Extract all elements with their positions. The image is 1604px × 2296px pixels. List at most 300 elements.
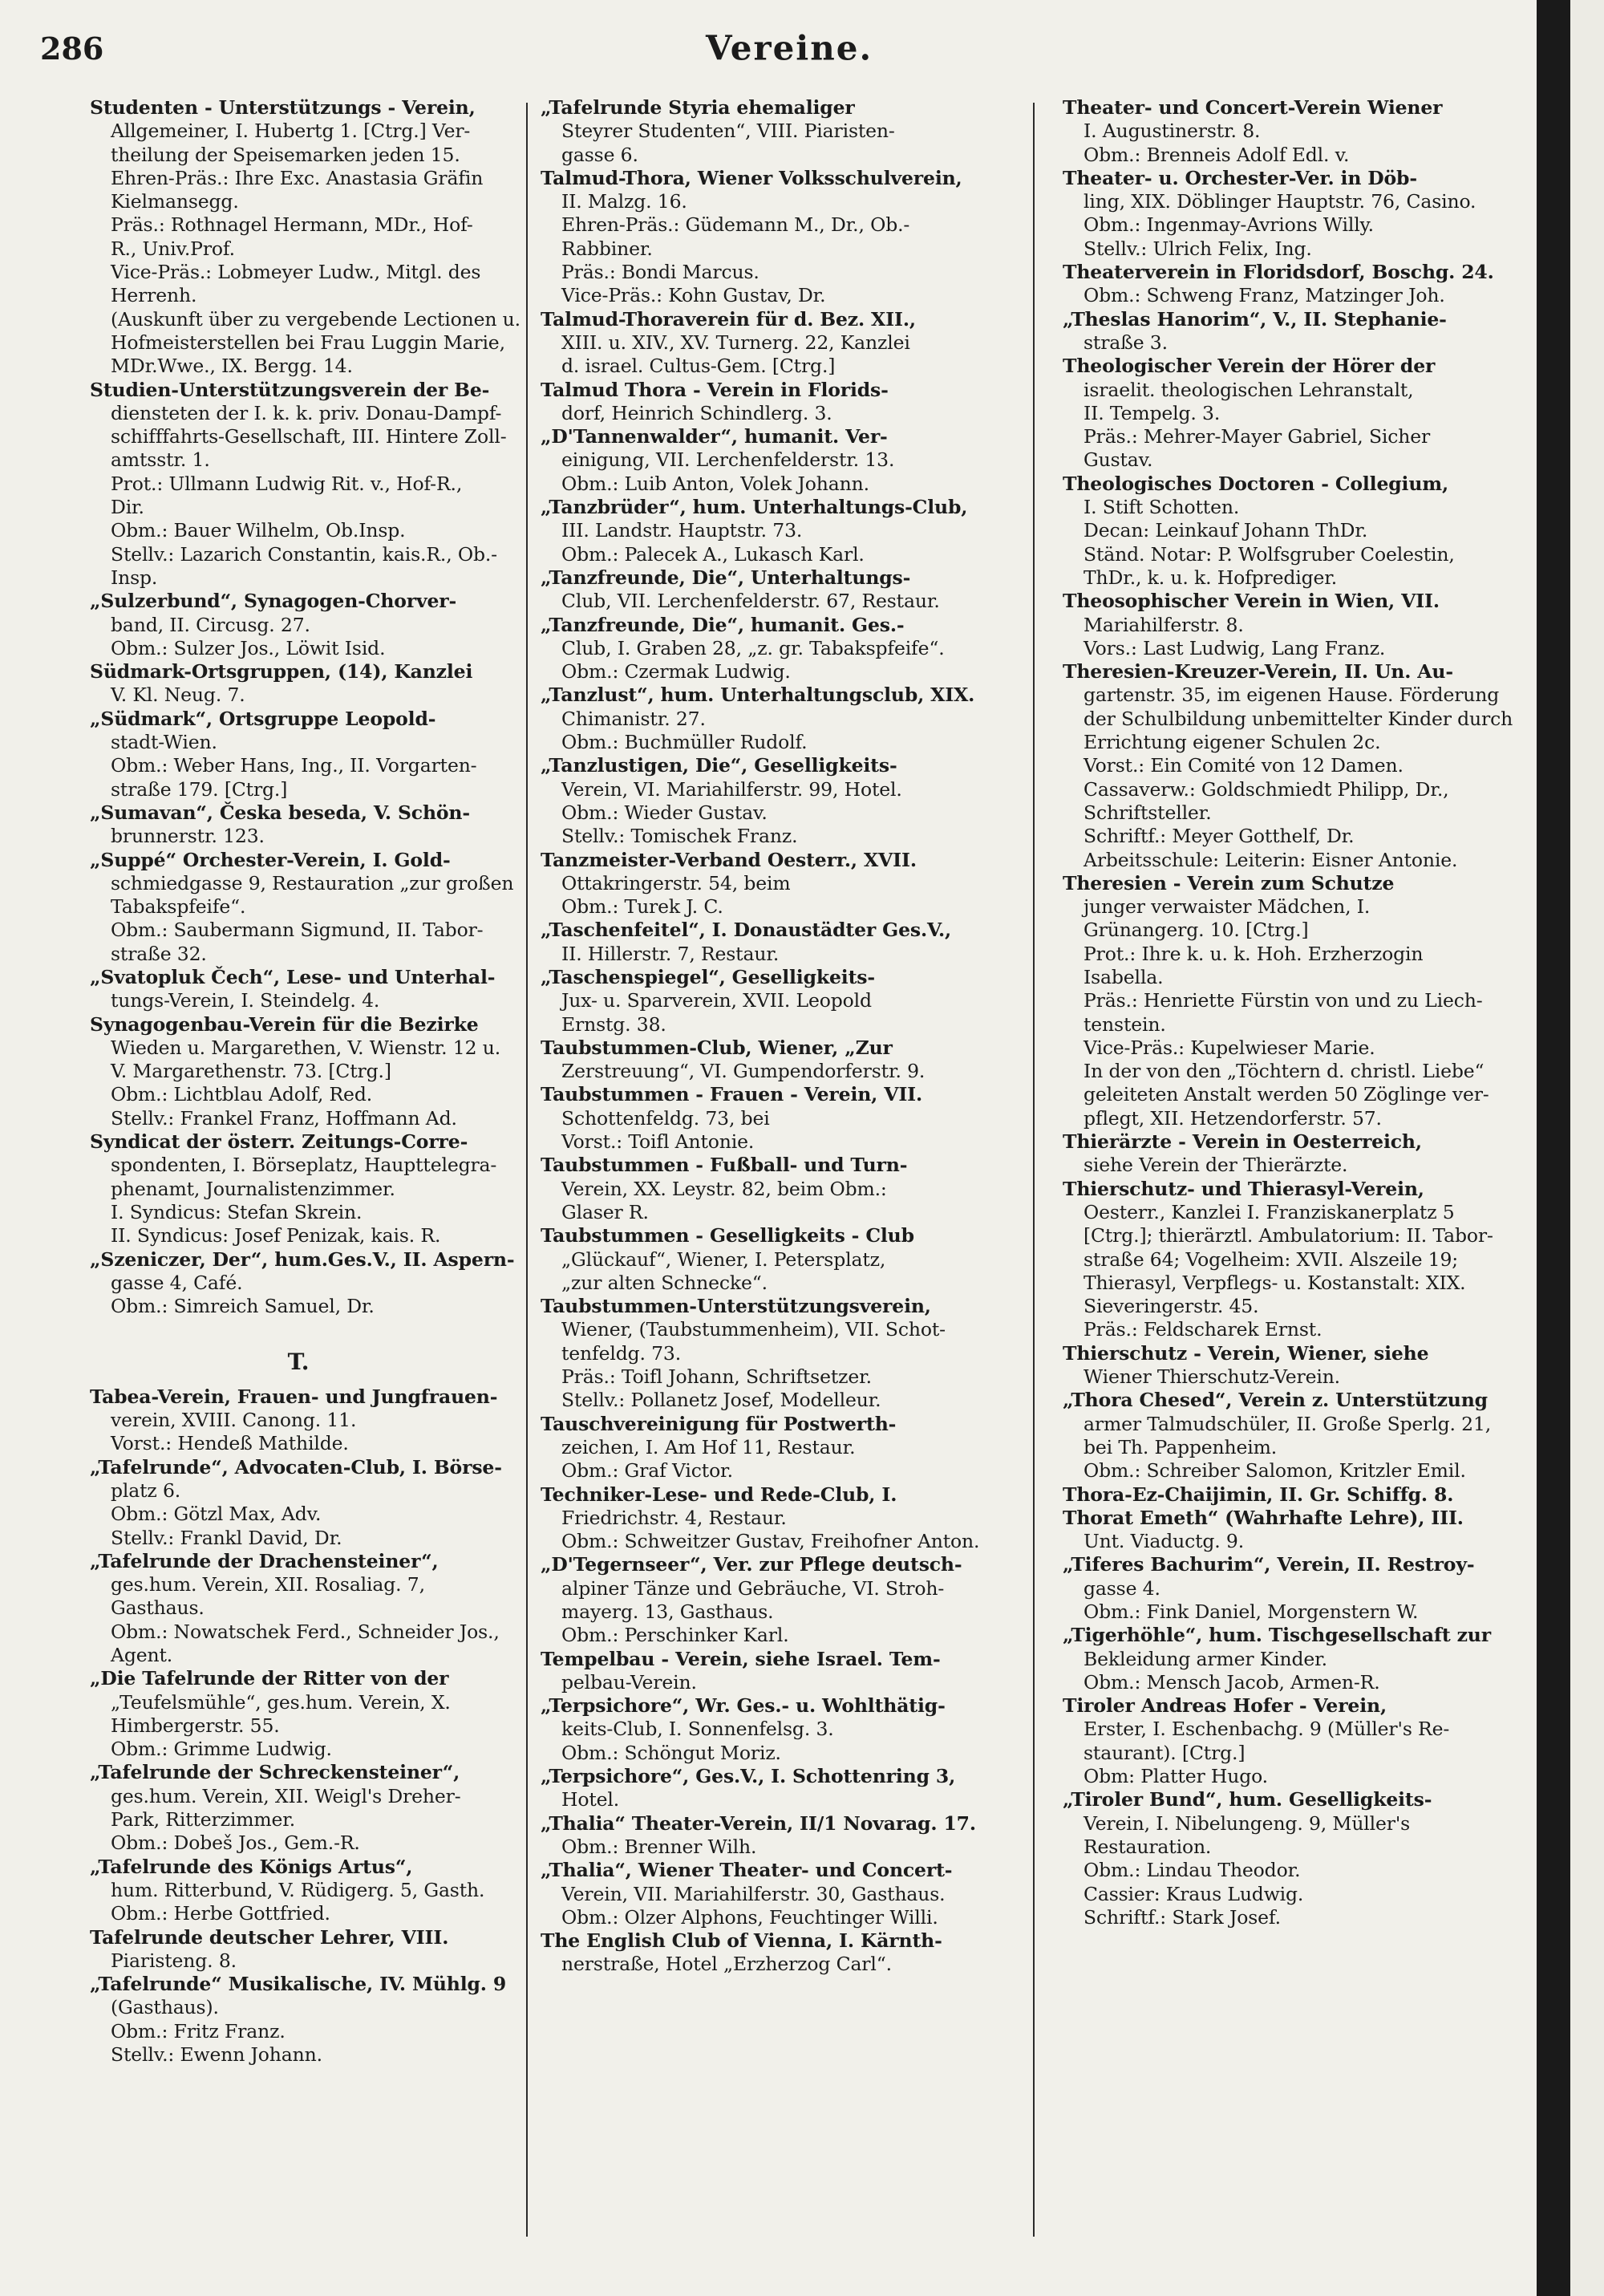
entry-line: Ehren-Präs.: Ihre Exc. Anastasia Gräfin [111,166,484,189]
column-right [1063,96,1544,1929]
entry-line: Friedrichstr. 4, Restaur. [561,1506,787,1529]
entry-heading-line: Südmark-Ortsgruppen, (14), Kanzlei [90,660,473,684]
entry-line: II. Malzg. 16. [561,190,687,213]
entry-line: Obm.: Fink Daniel, Morgenstern W. [1084,1600,1419,1623]
entry-line: Jux- u. Sparverein, XVII. Leopold [561,989,872,1012]
entry-line: Prot.: Ihre k. u. k. Hoh. Erzherzogin [1084,942,1424,965]
directory-entry [1063,1694,1544,1788]
entry-heading-line: Studenten - Unterstützungs - Verein, [90,96,476,119]
entry-line: Obm.: Nowatschek Ferd., Schneider Jos., [111,1620,500,1643]
entry-line: Obm.: Sulzer Jos., Löwit Isid. [111,636,386,659]
entry-line: gartenstr. 35, im eigenen Hause. Förderung [1084,684,1500,707]
directory-entry [541,1295,1019,1412]
entry-heading-line: „Thalia“ Theater-Verein, II/1 Novarag. 17. [541,1811,976,1835]
entry-line: ThDr., k. u. k. Hofprediger. [1084,566,1338,589]
directory-entry [90,1013,523,1130]
entry-line: Obm.: Ingenmay-Avrions Willy. [1084,213,1374,237]
directory-entry [541,1224,1019,1295]
entry-heading-line: Thorat Emeth“ (Wahrhafte Lehre), III. [1063,1506,1464,1529]
entry-line: nerstraße, Hotel „Erzherzog Carl“. [561,1953,892,1976]
column-divider [1033,103,1035,2237]
directory-entry [541,1083,1019,1154]
entry-heading-line: „Die Tafelrunde der Ritter von der [90,1667,449,1690]
directory-entry [90,966,523,1013]
directory-entry [1063,355,1544,472]
entry-line: Stellv.: Frankel Franz, Hoffmann Ad. [111,1106,457,1130]
entry-line: Vice-Präs.: Kupelwieser Marie. [1084,1036,1375,1059]
entry-heading-line: Taubstummen - Fußball- und Turn- [541,1154,908,1177]
entry-heading-line: Techniker-Lese- und Rede-Club, I. [541,1483,897,1506]
entry-heading-line: „Sumavan“, Česka beseda, V. Schön- [90,801,470,824]
entry-heading-line: „Tafelrunde“ Musikalische, IV. Mühlg. 9 [90,1973,507,1996]
directory-entry [541,849,1019,919]
entry-heading-line: „Tanzfreunde, Die“, Unterhaltungs- [541,566,911,589]
entry-line: Park, Ritterzimmer. [111,1808,296,1832]
entry-line: stadt-Wien. [111,731,217,754]
directory-entry [541,1553,1019,1647]
entry-heading-line: Thierschutz- und Thierasyl-Verein, [1063,1177,1424,1200]
entry-line: junger verwaister Mädchen, I. [1084,895,1371,919]
entry-line: Himbergerstr. 55. [111,1714,280,1737]
entry-line: I. Augustinerstr. 8. [1084,120,1261,143]
entry-line: Präs.: Feldscharek Ernst. [1084,1318,1322,1341]
entry-line: Sieveringerstr. 45. [1084,1295,1259,1318]
entry-heading-line: „Tanzfreunde, Die“, humanit. Ges.- [541,613,905,636]
entry-heading-line: Taubstummen - Geselligkeits - Club [541,1224,914,1247]
entry-line: R., Univ.Prof. [111,237,235,260]
entry-heading-line: Synagogenbau-Verein für die Bezirke [90,1012,479,1036]
entry-line: Oesterr., Kanzlei I. Franziskanerplatz 5 [1084,1200,1455,1223]
entry-line: Ehren-Präs.: Güdemann M., Dr., Ob.- [561,213,910,237]
entry-heading-line: Theater- und Concert-Verein Wiener [1063,96,1443,119]
entry-line: Agent. [111,1644,173,1666]
directory-entry [541,1694,1019,1765]
entry-line: Obm.: Grimme Ludwig. [111,1738,332,1761]
entry-line: Tabakspfeife“. [111,895,246,919]
entry-line: Obm.: Buchmüller Rudolf. [561,731,808,754]
directory-entry [90,379,523,590]
entry-line: Obm.: Simreich Samuel, Dr. [111,1295,375,1318]
directory-entry [541,496,1019,566]
entry-line: tenstein. [1084,1012,1166,1036]
entry-line: II. Hillerstr. 7, Restaur. [561,942,780,965]
entry-line: „zur alten Schnecke“. [561,1271,768,1294]
entry-heading-line: „Taschenspiegel“, Geselligkeits- [541,965,875,988]
directory-entry [541,684,1019,754]
entry-line: Glaser R. [561,1200,649,1223]
entry-heading-line: „Terpsichore“, Ges.V., I. Schottenring 3, [541,1765,956,1788]
entry-line: II. Tempelg. 3. [1084,401,1221,424]
directory-entry [541,754,1019,848]
entry-line: brunnerstr. 123. [111,825,265,848]
entry-line: (Auskunft über zu vergebende Lectionen u. [111,307,520,331]
entry-line: Wiener, (Taubstummenheim), VII. Schot- [561,1318,946,1341]
entry-heading-line: „Tigerhöhle“, hum. Tischgesellschaft zur [1063,1624,1491,1647]
entry-heading-line: Tauschvereinigung für Postwerth- [541,1412,897,1435]
directory-entry [1063,1178,1544,1342]
directory-entry [1063,872,1544,1130]
entry-line: Ottakringerstr. 54, beim [561,871,791,894]
entry-line: Wieden u. Margarethen, V. Wienstr. 12 u. [111,1036,501,1059]
entry-heading-line: „Tanzlustigen, Die“, Geselligkeits- [541,754,897,777]
entry-line: Stellv.: Pollanetz Josef, Modelleur. [561,1389,881,1412]
entry-line: Obm.: Perschinker Karl. [561,1624,789,1647]
entry-heading-line: „Tafelrunde des Königs Artus“, [90,1855,413,1878]
entry-line: Obm.: Graf Victor. [561,1459,733,1483]
entry-line: Vice-Präs.: Kohn Gustav, Dr. [561,284,826,307]
entry-line: Präs.: Mehrer-Mayer Gabriel, Sicher [1084,425,1431,448]
entry-line: Ernstg. 38. [561,1012,666,1036]
entry-line: Allgemeiner, I. Hubertg 1. [Ctrg.] Ver- [111,120,471,143]
entry-line: armer Talmudschüler, II. Große Sperlg. 21, [1084,1412,1492,1435]
directory-entry [90,1667,523,1761]
directory-entry [90,1926,523,1974]
entry-heading-line: Tiroler Andreas Hofer - Verein, [1063,1694,1387,1718]
entry-heading-line: Theologisches Doctoren - Collegium, [1063,472,1448,495]
entry-line: straße 32. [111,942,207,965]
entry-line: Stellv.: Ewenn Johann. [111,2043,322,2067]
entry-line: I. Syndicus: Stefan Skrein. [111,1200,363,1223]
directory-entry [541,966,1019,1036]
entry-heading-line: „Thora Chesed“, Verein z. Unterstützung [1063,1389,1488,1412]
entry-line: Vors.: Last Ludwig, Lang Franz. [1084,636,1386,659]
entry-heading-line: Taubstummen-Unterstützungsverein, [541,1295,931,1318]
entry-line: Obm.: Brenneis Adolf Edl. v. [1084,143,1350,166]
entry-line: Club, VII. Lerchenfelderstr. 67, Restaur. [561,590,940,613]
directory-entry [541,1154,1019,1224]
entry-heading-line: „Tafelrunde der Schreckensteiner“, [90,1761,460,1784]
entry-line: Präs.: Henriette Fürstin von und zu Liech- [1084,989,1483,1012]
entry-heading-line: Tabea-Verein, Frauen- und Jungfrauen- [90,1385,498,1408]
entry-line: Unt. Viaductg. 9. [1084,1530,1245,1553]
directory-entry [90,1973,523,2067]
entry-line: phenamt, Journalistenzimmer. [111,1177,395,1200]
entry-heading-line: „Suppé“ Orchester-Verein, I. Gold- [90,848,451,871]
entry-line: theilung der Speisemarken jeden 15. [111,143,460,166]
entry-line: Verein, VII. Mariahilferstr. 30, Gasthaus. [561,1882,946,1905]
directory-entry [1063,1624,1544,1694]
entry-line: spondenten, I. Börseplatz, Haupttelegra- [111,1154,497,1177]
entry-line: straße 3. [1084,331,1168,354]
entry-line: Obm.: Schreiber Salomon, Kritzler Emil. [1084,1459,1466,1483]
entry-line: Isabella. [1084,965,1164,988]
entry-line: Prot.: Ullmann Ludwig Rit. v., Hof-R., [111,472,463,495]
entry-heading-line: „Tafelrunde“, Advocaten-Club, I. Börse- [90,1455,502,1479]
entry-heading-line: Talmud-Thoraverein für d. Bez. XII., [541,307,916,331]
entry-line: [Ctrg.]; thierärztl. Ambulatorium: II. Tabor- [1084,1224,1493,1247]
entry-line: Präs.: Rothnagel Hermann, MDr., Hof- [111,213,473,237]
entry-line: pelbau-Verein. [561,1670,697,1694]
directory-entry [541,919,1019,966]
entry-line: alpiner Tänze und Gebräuche, VI. Stroh- [561,1576,945,1600]
directory-entry [1063,1130,1544,1178]
entry-line: schifffahrts-Gesellschaft, III. Hintere Zoll- [111,425,507,448]
entry-heading-line: „Tanzbrüder“, hum. Unterhaltungs-Club, [541,496,968,519]
entry-line: Schriftf.: Meyer Gotthelf, Dr. [1084,825,1355,848]
entry-line: Bekleidung armer Kinder. [1084,1647,1327,1670]
directory-entry [1063,660,1544,872]
directory-entry [541,1859,1019,1929]
entry-line: gasse 4, Café. [111,1271,243,1294]
entry-heading-line: Theaterverein in Floridsdorf, Boschg. 24. [1063,261,1494,284]
entry-heading-line: Talmud-Thora, Wiener Volksschulverein, [541,166,962,189]
entry-line: platz 6. [111,1479,181,1502]
directory-entry [541,308,1019,379]
entry-line: V. Margarethenstr. 73. [Ctrg.] [111,1060,391,1083]
entry-line: Obm.: Schöngut Moriz. [561,1741,781,1764]
entry-line: diensteten der I. k. k. priv. Donau-Dampf- [111,401,502,424]
entry-line: Verein, VI. Mariahilferstr. 99, Hotel. [561,777,902,801]
entry-line: Errichtung eigener Schulen 2c. [1084,731,1381,754]
entry-line: schmiedgasse 9, Restauration „zur großen [111,871,514,894]
page-number: 286 [40,30,104,67]
entry-heading-line: „D'Tannenwalder“, humanit. Ver- [541,425,888,448]
entry-line: Obm.: Bauer Wilhelm, Ob.Insp. [111,519,406,542]
entry-line: Obm.: Herbe Gottfried. [111,1902,330,1925]
entry-line: In der von den „Töchtern d. christl. Liebe“ [1084,1060,1485,1083]
entry-heading-line: Studien-Unterstützungsverein der Be- [90,378,490,401]
entry-line: der Schulbildung unbemittelter Kinder durch [1084,707,1513,730]
entry-line: Grünangerg. 10. [Ctrg.] [1084,919,1309,942]
entry-line: (Gasthaus). [111,1996,219,2019]
entry-line: MDr.Wwe., IX. Bergg. 14. [111,355,353,378]
entry-heading-line: Syndicat der österr. Zeitungs-Corre- [90,1130,468,1154]
entry-line: dorf, Heinrich Schindlerg. 3. [561,401,832,424]
entry-line: Obm.: Lindau Theodor. [1084,1859,1301,1882]
entry-line: pflegt, XII. Hetzendorferstr. 57. [1084,1106,1382,1130]
entry-line: Obm.: Olzer Alphons, Feuchtinger Willi. [561,1905,938,1929]
directory-entry [541,167,1019,308]
directory-entry [541,1929,1019,1977]
entry-line: einigung, VII. Lerchenfelderstr. 13. [561,448,895,472]
directory-entry [90,96,523,379]
directory-entry [90,1456,523,1550]
entry-line: Wiener Thierschutz-Verein. [1084,1365,1341,1389]
entry-heading-line: „Tafelrunde der Drachensteiner“, [90,1549,439,1572]
directory-entry [541,614,1019,684]
entry-line: siehe Verein der Thierärzte. [1084,1154,1348,1177]
entry-line: Verein, XX. Leystr. 82, beim Obm.: [561,1177,887,1200]
entry-line: III. Landstr. Hauptstr. 73. [561,519,803,542]
entry-line: Verein, I. Nibelungeng. 9, Müller's [1084,1811,1411,1835]
entry-line: Obm.: Lichtblau Adolf, Red. [111,1083,373,1106]
entry-line: Obm.: Wieder Gustav. [561,801,768,824]
entry-line: gasse 4. [1084,1576,1160,1600]
directory-entry [541,1036,1019,1084]
entry-line: Gasthaus. [111,1596,205,1620]
entry-line: Obm.: Weber Hans, Ing., II. Vorgarten- [111,754,477,777]
entry-line: Mariahilferstr. 8. [1084,613,1244,636]
entry-heading-line: „D'Tegernseer“, Ver. zur Pflege deutsch- [541,1553,962,1576]
entry-line: Steyrer Studenten“, VIII. Piaristen- [561,120,895,143]
entry-line: ling, XIX. Döblinger Hauptstr. 76, Casino. [1084,190,1476,213]
entry-line: gasse 6. [561,143,638,166]
entry-line: Obm.: Dobeš Jos., Gem.-R. [111,1832,360,1855]
entry-line: Stellv.: Frankl David, Dr. [111,1526,342,1549]
entry-line: Obm.: Czermak Ludwig. [561,660,791,684]
entry-line: band, II. Circusg. 27. [111,613,310,636]
entry-line: Herrenh. [111,284,197,307]
entry-line: verein, XVIII. Canong. 11. [111,1409,357,1432]
entry-line: I. Stift Schotten. [1084,496,1240,519]
directory-entry [90,1248,523,1319]
entry-heading-line: Thierschutz - Verein, Wiener, siehe [1063,1341,1429,1365]
entry-heading-line: Tanzmeister-Verband Oesterr., XVII. [541,848,917,871]
entry-line: Piaristeng. 8. [111,1949,237,1972]
entry-line: Obm.: Saubermann Sigmund, II. Tabor- [111,919,484,942]
directory-entry [1063,1553,1544,1624]
entry-heading-line: „Theslas Hanorim“, V., II. Stephanie- [1063,307,1447,331]
directory-entry [1063,1788,1544,1929]
page-header: Vereine. [706,28,873,68]
entry-line: Obm.: Brenner Wilh. [561,1835,757,1858]
entry-heading-line: „Terpsichore“, Wr. Ges.- u. Wohlthätig- [541,1694,946,1718]
entry-line: II. Syndicus: Josef Penizak, kais. R. [111,1224,441,1247]
section-letter: T. [287,1350,310,1374]
directory-entry [541,96,1019,167]
entry-heading-line: Theater- u. Orchester-Ver. in Döb- [1063,166,1417,189]
entry-heading-line: „Südmark“, Ortsgruppe Leopold- [90,707,436,730]
directory-entry [541,1483,1019,1554]
entry-line: tenfeldg. 73. [561,1341,682,1365]
column-middle [541,96,1019,1977]
column-divider [526,103,528,2237]
entry-line: israelit. theologischen Lehranstalt, [1084,378,1414,401]
entry-heading-line: „Taschenfeitel“, I. Donaustädter Ges.V., [541,919,952,942]
entry-line: Gustav. [1084,448,1153,472]
directory-entry [1063,261,1544,308]
entry-line: Präs.: Bondi Marcus. [561,261,759,284]
directory-entry [541,566,1019,614]
directory-entry [90,1761,523,1855]
entry-heading-line: Taubstummen-Club, Wiener, „Zur [541,1036,893,1059]
entry-line: Vorst.: Ein Comité von 12 Damen. [1084,754,1404,777]
entry-line: „Glückauf“, Wiener, I. Petersplatz, [561,1247,886,1271]
entry-line: d. israel. Cultus-Gem. [Ctrg.] [561,355,836,378]
entry-line: Obm.: Palecek A., Lukasch Karl. [561,542,865,566]
entry-line: keits-Club, I. Sonnenfelsg. 3. [561,1718,834,1741]
entry-line: Vorst.: Toifl Antonie. [561,1130,755,1154]
entry-line: Obm.: Fritz Franz. [111,2019,286,2042]
entry-line: Stellv.: Tomischek Franz. [561,825,798,848]
entry-line: Insp. [111,566,158,589]
directory-entry [1063,1483,1544,1507]
entry-line: Schottenfeldg. 73, bei [561,1106,770,1130]
entry-line: „Teufelsmühle“, ges.hum. Verein, X. [111,1690,451,1714]
directory-entry [90,1130,523,1247]
entry-heading-line: Theologischer Verein der Hörer der [1063,355,1436,378]
entry-heading-line: Thierärzte - Verein in Oesterreich, [1063,1130,1422,1154]
entry-line: Dir. [111,496,144,519]
entry-heading-line: Tempelbau - Verein, siehe Israel. Tem- [541,1647,941,1670]
directory-entry [90,801,523,849]
entry-line: Ständ. Notar: P. Wolfsgruber Coelestin, [1084,542,1455,566]
entry-line: XIII. u. XIV., XV. Turnerg. 22, Kanzlei [561,331,910,354]
entry-line: Cassaverw.: Goldschmiedt Philipp, Dr., [1084,777,1449,801]
directory-entry [1063,308,1544,355]
entry-line: straße 64; Vogelheim: XVII. Alszeile 19; [1084,1247,1459,1271]
entry-line: Rabbiner. [561,237,653,260]
entry-line: Thierasyl, Verpflegs- u. Kostanstalt: XIX. [1084,1271,1466,1294]
entry-heading-line: Thora-Ez-Chaijimin, II. Gr. Schiffg. 8. [1063,1483,1454,1506]
entry-heading-line: Theresien - Verein zum Schutze [1063,871,1395,894]
entry-line: straße 179. [Ctrg.] [111,777,288,801]
entry-line: Schriftf.: Stark Josef. [1084,1905,1281,1929]
entry-heading-line: „Thalia“, Wiener Theater- und Concert- [541,1859,953,1882]
entry-line: Obm.: Schweitzer Gustav, Freihofner Anton. [561,1530,980,1553]
entry-line: Obm.: Mensch Jacob, Armen-R. [1084,1670,1380,1694]
directory-entry [541,1812,1019,1860]
entry-line: Restauration. [1084,1835,1212,1858]
entry-line: ges.hum. Verein, XII. Weigl's Dreher- [111,1784,461,1807]
entry-heading-line: „Tiferes Bachurim“, Verein, II. Restroy- [1063,1553,1475,1576]
entry-line: amtsstr. 1. [111,448,210,472]
directory-entry [90,660,523,708]
entry-line: Schriftsteller. [1084,801,1212,824]
directory-entry [1063,1507,1544,1554]
entry-line: Vorst.: Hendeß Mathilde. [111,1432,349,1455]
entry-heading-line: „Tafelrunde Styria ehemaliger [541,96,855,119]
entry-line: Obm.: Luib Anton, Volek Johann. [561,472,869,495]
entry-heading-line: „Svatopluk Čech“, Lese- und Unterhal- [90,965,496,988]
entry-heading-line: „Tanzlust“, hum. Unterhaltungsclub, XIX. [541,684,975,707]
entry-line: Stellv.: Lazarich Constantin, kais.R., Ob.- [111,542,497,566]
entry-line: Zerstreuung“, VI. Gumpendorferstr. 9. [561,1060,926,1083]
entry-line: Vice-Präs.: Lobmeyer Ludw., Mitgl. des [111,261,481,284]
entry-line: mayerg. 13, Gasthaus. [561,1600,774,1623]
directory-entry [90,849,523,966]
entry-line: Stellv.: Ulrich Felix, Ing. [1084,237,1312,260]
directory-entry [90,1856,523,1926]
column-left [90,96,523,2067]
entry-heading-line: „Szeniczer, Der“, hum.Ges.V., II. Aspern- [90,1247,515,1271]
directory-entry [541,1648,1019,1695]
entry-line: Arbeitsschule: Leiterin: Eisner Antonie. [1084,848,1458,871]
scan-edge [1537,0,1570,2296]
entry-line: Decan: Leinkauf Johann ThDr. [1084,519,1368,542]
entry-line: Club, I. Graben 28, „z. gr. Tabakspfeife“. [561,636,945,659]
entry-heading-line: „Tiroler Bund“, hum. Geselligkeits- [1063,1788,1432,1811]
entry-line: Obm.: Turek J. C. [561,895,723,919]
directory-entry [1063,167,1544,261]
entry-line: Erster, I. Eschenbachg. 9 (Müller's Re- [1084,1718,1450,1741]
entry-line: hum. Ritterbund, V. Rüdigerg. 5, Gasth. [111,1878,485,1901]
entry-heading-line: Theosophischer Verein in Wien, VII. [1063,590,1440,613]
entry-heading-line: Taubstummen - Frauen - Verein, VII. [541,1083,923,1106]
entry-heading-line: Tafelrunde deutscher Lehrer, VIII. [90,1925,449,1949]
directory-entry [90,590,523,660]
entry-line: staurant). [Ctrg.] [1084,1741,1246,1764]
directory-entry [90,1550,523,1667]
entry-heading-line: Theresien-Kreuzer-Verein, II. Un. Au- [1063,660,1453,684]
entry-line: Kielmansegg. [111,190,239,213]
entry-line: V. Kl. Neug. 7. [111,684,245,707]
directory-entry [1063,473,1544,590]
directory-entry [541,425,1019,496]
directory-entry [1063,1342,1544,1389]
directory-entry [1063,1389,1544,1483]
entry-heading-line: Talmud Thora - Verein in Florids- [541,378,889,401]
directory-entry [90,1385,523,1456]
entry-line: Obm.: Schweng Franz, Matzinger Joh. [1084,284,1445,307]
entry-line: bei Th. Pappenheim. [1084,1435,1278,1458]
entry-line: Präs.: Toifl Johann, Schriftsetzer. [561,1365,872,1389]
entry-line: Hofmeisterstellen bei Frau Luggin Marie, [111,331,505,354]
directory-entry [90,708,523,801]
entry-line: geleiteten Anstalt werden 50 Zöglinge ver- [1084,1083,1489,1106]
entry-heading-line: The English Club of Vienna, I. Kärnth- [541,1929,942,1953]
entry-line: Hotel. [561,1788,620,1811]
